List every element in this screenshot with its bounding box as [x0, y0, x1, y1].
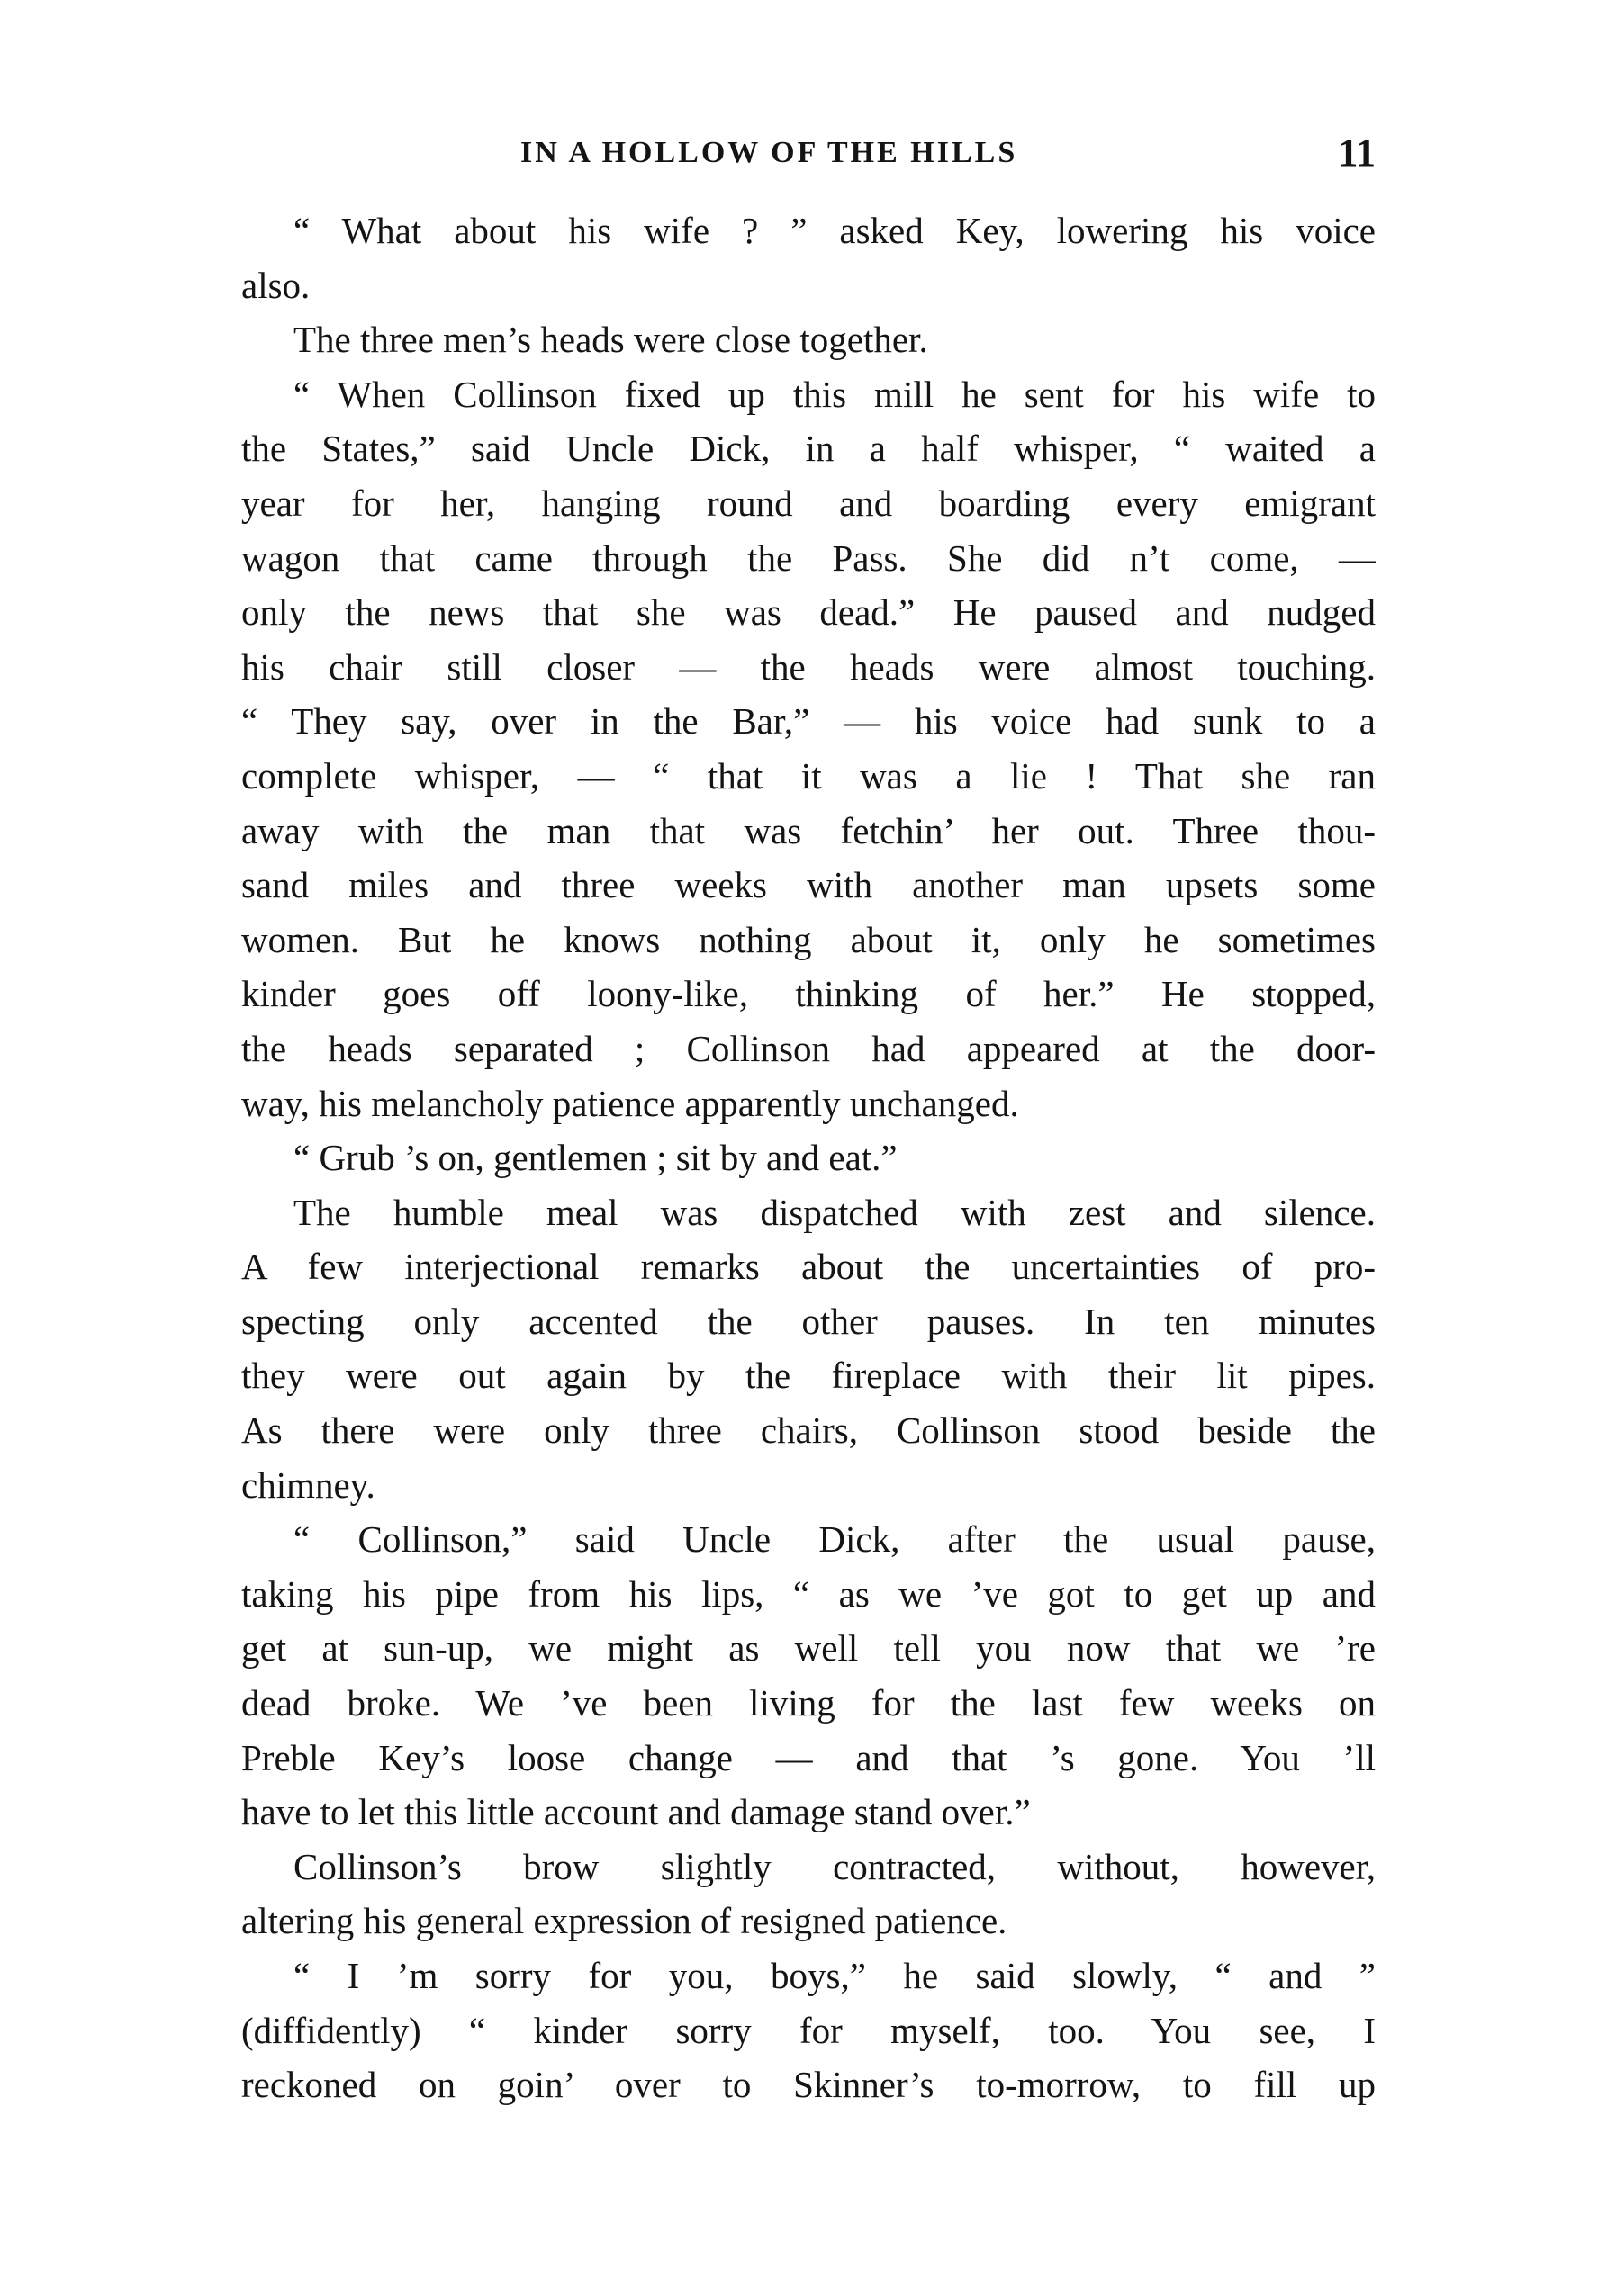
text-line: Collinson’s brow slightly contracted, without, however,	[293, 1845, 1376, 1887]
text-line: As there were only three chairs, Collinson stood beside the	[241, 1409, 1376, 1452]
text-line: year for her, hanging round and boarding every emigrant	[241, 482, 1376, 524]
text-line: “ They say, over in the Bar,” — his voice had sunk to a	[241, 700, 1376, 743]
text-line: sand miles and three weeks with another man upsets some	[241, 864, 1376, 906]
text-line: dead broke. We ’ve been living for the last few weeks on	[241, 1682, 1376, 1724]
text-line: they were out again by the fireplace with their lit pipes.	[241, 1355, 1376, 1397]
text-line: specting only accented the other pauses. In ten minutes	[241, 1300, 1376, 1342]
text-line: “ Collinson,” said Uncle Dick, after the usual pause,	[293, 1518, 1376, 1561]
text-line: wagon that came through the Pass. She did n’t come, —	[241, 536, 1376, 579]
text-line: only the news that she was dead.” He paused and nudged	[241, 591, 1376, 634]
text-line: “ When Collinson fixed up this mill he sent for his wife to	[293, 373, 1376, 415]
text-line: Preble Key’s loose change — and that ’s gone. You ’ll	[241, 1736, 1376, 1778]
running-head	[241, 126, 1376, 180]
text-line: away with the man that was fetchin’ her out. Three thou-	[241, 809, 1376, 851]
text-line: reckoned on goin’ over to Skinner’s to-morrow, to fill up	[241, 2064, 1376, 2106]
page-number: 11	[1338, 131, 1376, 175]
text-line: “ I ’m sorry for you, boys,” he said slowly, “ and ”	[293, 1955, 1376, 1996]
body-text	[241, 203, 1376, 2112]
text-line: “ Grub ’s on, gentlemen ; sit by and eat.”	[293, 1137, 898, 1179]
text-line: The humble meal was dispatched with zest and silence.	[293, 1191, 1376, 1233]
text-line: complete whisper, — “ that it was a lie ! That she ran	[241, 754, 1376, 797]
text-line: also.	[241, 264, 311, 306]
text-line: altering his general expression of resigned patience.	[241, 1900, 1007, 1942]
text-line: his chair still closer — the heads were almost touching.	[241, 645, 1376, 688]
text-line: A few interjectional remarks about the uncertainties of pro-	[241, 1246, 1376, 1288]
text-line: way, his melancholy patience apparently unchanged.	[241, 1082, 1019, 1124]
text-line: get at sun-up, we might as well tell you now that we ’re	[241, 1627, 1376, 1670]
text-line: kinder goes off loony-like, thinking of her.” He stopped,	[241, 973, 1376, 1015]
text-line: The three men’s heads were close together.	[293, 319, 928, 361]
text-line: the heads separated ; Collinson had appeared at the door-	[241, 1027, 1376, 1069]
text-line: the States,” said Uncle Dick, in a half whisper, “ waited a	[241, 428, 1376, 470]
text-line: chimney.	[241, 1463, 375, 1506]
text-line: taking his pipe from his lips, “ as we ’ve got to get up and	[241, 1572, 1376, 1615]
text-line: have to let this little account and damage stand over.”	[241, 1791, 1031, 1833]
text-line: women. But he knows nothing about it, only he sometimes	[241, 918, 1376, 960]
running-title: IN A HOLLOW OF THE HILLS	[520, 136, 1018, 169]
text-line: (diffidently) “ kinder sorry for myself, too. You see, I	[241, 2009, 1376, 2051]
text-line: “ What about his wife ? ” asked Key, lowering his voice	[293, 210, 1376, 251]
